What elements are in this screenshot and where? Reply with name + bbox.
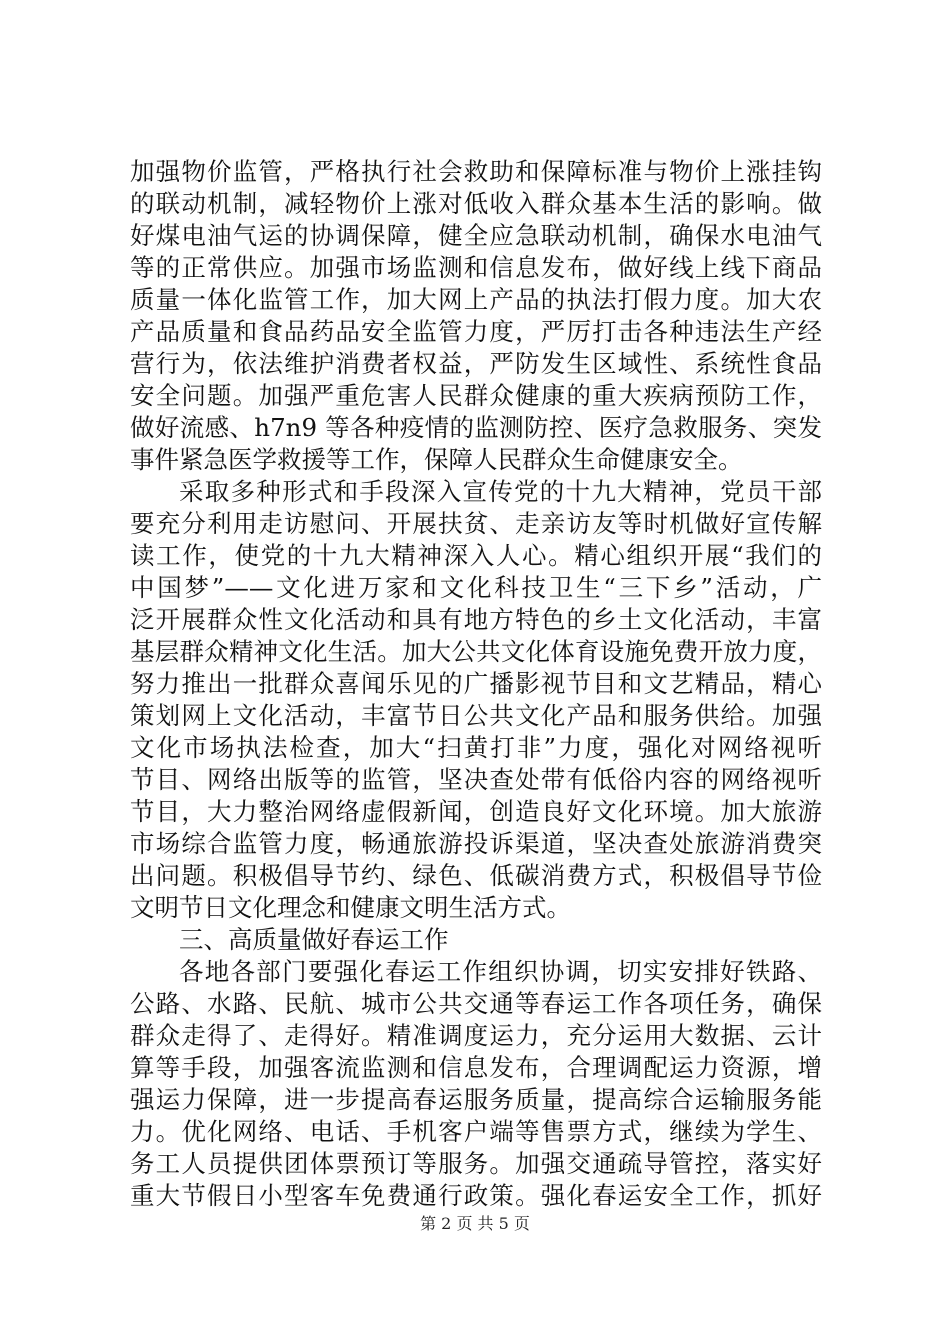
text-line: 等的正常供应。加强市场监测和信息发布，做好线上线下商品 — [130, 253, 822, 282]
text-line: 节目、网络出版等的监管，坚决查处带有低俗内容的网络视听 — [130, 765, 822, 794]
text-line: 产品质量和食品药品安全监管力度，严厉打击各种违法生产经 — [130, 317, 822, 346]
text-line: 出问题。积极倡导节约、绿色、低碳消费方式，积极倡导节俭 — [130, 861, 822, 890]
text-line: 做好流感、h7n9 等各种疫情的监测防控、医疗急救服务、突发 — [130, 413, 822, 442]
text-line: 各地各部门要强化春运工作组织协调，切实安排好铁路、 — [179, 957, 822, 986]
text-line: 事件紧急医学救援等工作，保障人民群众生命健康安全。 — [130, 445, 743, 474]
text-line: 采取多种形式和手段深入宣传党的十九大精神，党员干部 — [179, 477, 822, 506]
text-line: 中国梦”——文化进万家和文化科技卫生“三下乡”活动，广 — [130, 573, 822, 602]
text-line: 泛开展群众性文化活动和具有地方特色的乡土文化活动，丰富 — [130, 605, 822, 634]
text-line: 质量一体化监管工作，加大网上产品的执法打假力度。加大农 — [130, 285, 822, 314]
text-line: 节目，大力整治网络虚假新闻，创造良好文化环境。加大旅游 — [130, 797, 822, 826]
text-line: 文明节日文化理念和健康文明生活方式。 — [130, 893, 571, 922]
section-heading: 三、高质量做好春运工作 — [179, 925, 449, 954]
text-line: 强运力保障，进一步提高春运服务质量，提高综合运输服务能 — [130, 1085, 822, 1114]
text-line: 的联动机制，减轻物价上涨对低收入群众基本生活的影响。做 — [130, 189, 822, 218]
text-line: 加强物价监管，严格执行社会救助和保障标准与物价上涨挂钩 — [130, 157, 822, 186]
text-line: 要充分利用走访慰问、开展扶贫、走亲访友等时机做好宣传解 — [130, 509, 822, 538]
text-line: 基层群众精神文化生活。加大公共文化体育设施免费开放力度， — [130, 637, 822, 666]
text-line: 安全问题。加强严重危害人民群众健康的重大疾病预防工作， — [130, 381, 822, 410]
text-line: 文化市场执法检查，加大“扫黄打非”力度，强化对网络视听 — [130, 733, 822, 762]
text-line: 务工人员提供团体票预订等服务。加强交通疏导管控，落实好 — [130, 1149, 822, 1178]
text-line: 算等手段，加强客流监测和信息发布，合理调配运力资源，增 — [130, 1053, 822, 1082]
page-number-footer: 第 2 页 共 5 页 — [420, 1214, 530, 1233]
text-line: 努力推出一批群众喜闻乐见的广播影视节目和文艺精品，精心 — [130, 669, 822, 698]
document-body — [130, 156, 822, 1212]
text-line: 群众走得了、走得好。精准调度运力，充分运用大数据、云计 — [130, 1021, 822, 1050]
text-line: 力。优化网络、电话、手机客户端等售票方式，继续为学生、 — [130, 1117, 822, 1146]
text-line: 公路、水路、民航、城市公共交通等春运工作各项任务，确保 — [130, 989, 822, 1018]
text-line: 营行为，依法维护消费者权益，严防发生区域性、系统性食品 — [130, 349, 822, 378]
text-line: 重大节假日小型客车免费通行政策。强化春运安全工作，抓好 — [130, 1181, 822, 1210]
text-line: 读工作，使党的十九大精神深入人心。精心组织开展“我们的 — [130, 541, 822, 570]
text-line: 好煤电油气运的协调保障，健全应急联动机制，确保水电油气 — [130, 221, 822, 250]
text-line: 策划网上文化活动，丰富节日公共文化产品和服务供给。加强 — [130, 701, 822, 730]
text-line: 市场综合监管力度，畅通旅游投诉渠道，坚决查处旅游消费突 — [130, 829, 822, 858]
